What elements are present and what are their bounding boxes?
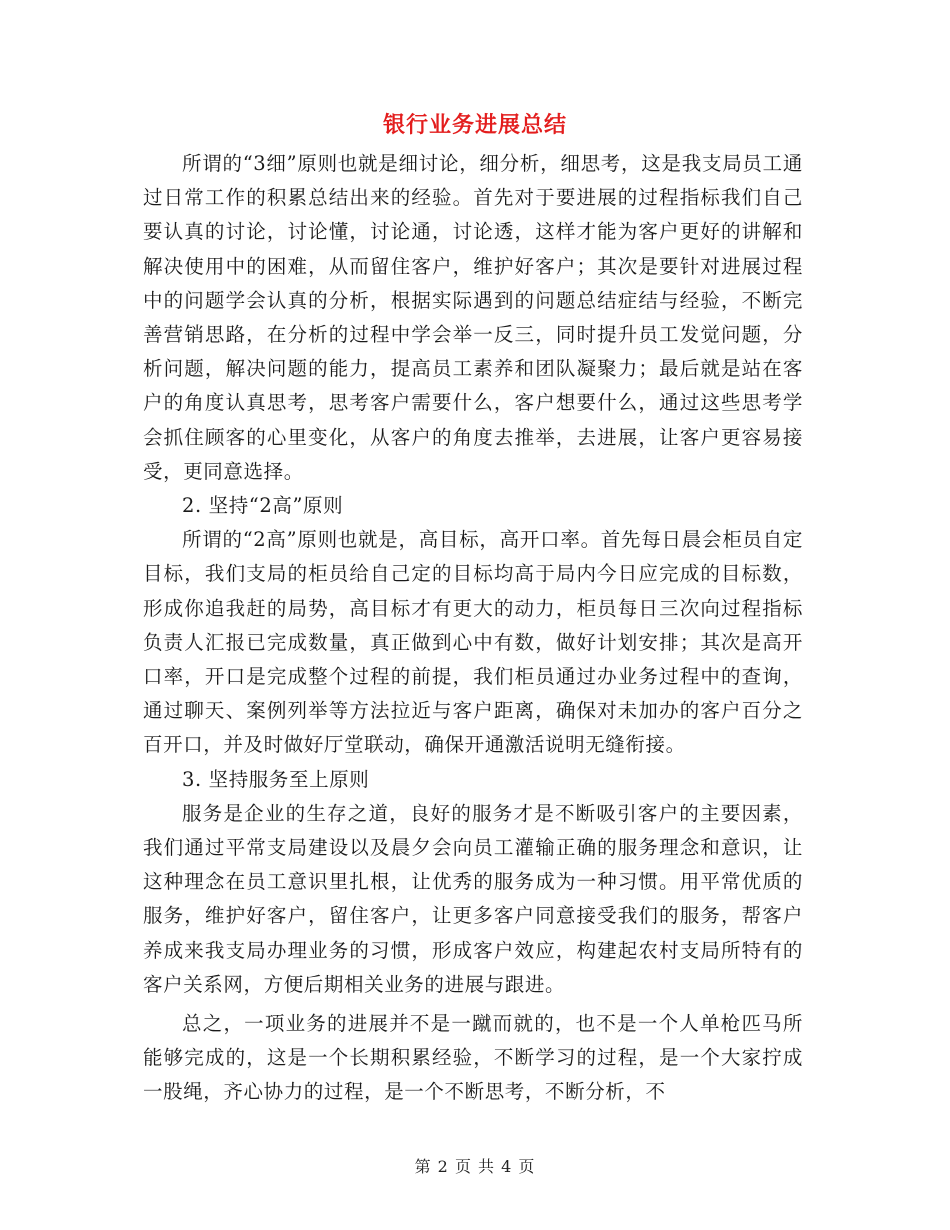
document-title: 银行业务进展总结 [382, 113, 567, 138]
paragraph-three-details: 所谓的“3细”原则也就是细讨论，细分析，细思考，这是我支局员工通过日常工作的积累总结出来的经验。首先对于要进展的过程指标我们自己要认真的讨论，讨论懂，讨论通，讨论透，这样才能为客户更好的讲解和解决使用中的困难，从而留住客户，维护好客户；其次是要针对进展过程中的问题学会认真的分析，根据实际遇到的问题总结症结与经验，不断完善营销思路，在分析的过程中学会举一反三，同时提升员工发觉问题，分析问题，解决问题的能力，提高员工素养和团队凝聚力；最后就是站在客户的角度认真思考，思考客户需要什么，客户想要什么，通过这些思考学会抓住顾客的心里变化，从客户的角度去推举，去进展，让客户更容易接受，更同意选择。 [143, 152, 803, 483]
page-number-footer: 第 2 页 共 4 页 [414, 1157, 536, 1176]
paragraph-two-highs: 所谓的“2高”原则也就是，高目标，高开口率。首先每日晨会柜员自定目标，我们支局的柜员给自己定的目标均高于局内今日应完成的目标数，形成你追我赶的局势，高目标才有更大的动力，柜员每日三次向过程指标负责人汇报已完成数量，真正做到心中有数，做好计划安排；其次是高开口率，开口是完成整个过程的前提，我们柜员通过办业务过程中的查询，通过聊天、案例列举等方法拉近与客户距离，确保对未加办的客户百分之百开口，并及时做好厅堂联动，确保开通激活说明无缝衔接。 [143, 528, 803, 757]
paragraph-conclusion: 总之，一项业务的进展并不是一蹴而就的，也不是一个人单枪匹马所能够完成的，这是一个长期积累经验，不断学习的过程，是一个大家拧成一股绳，齐心协力的过程，是一个不断思考，不断分析，不 [143, 1012, 803, 1104]
paragraph-service-first: 服务是企业的生存之道，良好的服务才是不断吸引客户的主要因素，我们通过平常支局建设以及晨夕会向员工灌输正确的服务理念和意识，让这种理念在员工意识里扎根，让优秀的服务成为一种习惯。用平常优质的服务，维护好客户，留住客户，让更多客户同意接受我们的服务，帮客户养成来我支局办理业务的习惯，形成客户效应，构建起农村支局所特有的客户关系网，方便后期相关业务的进展与跟进。 [143, 801, 803, 996]
section-heading-service-first: 3. 坚持服务至上原则 [182, 767, 370, 791]
section-heading-two-highs: 2. 坚持“2高”原则 [182, 494, 344, 518]
document-body [143, 147, 803, 1110]
